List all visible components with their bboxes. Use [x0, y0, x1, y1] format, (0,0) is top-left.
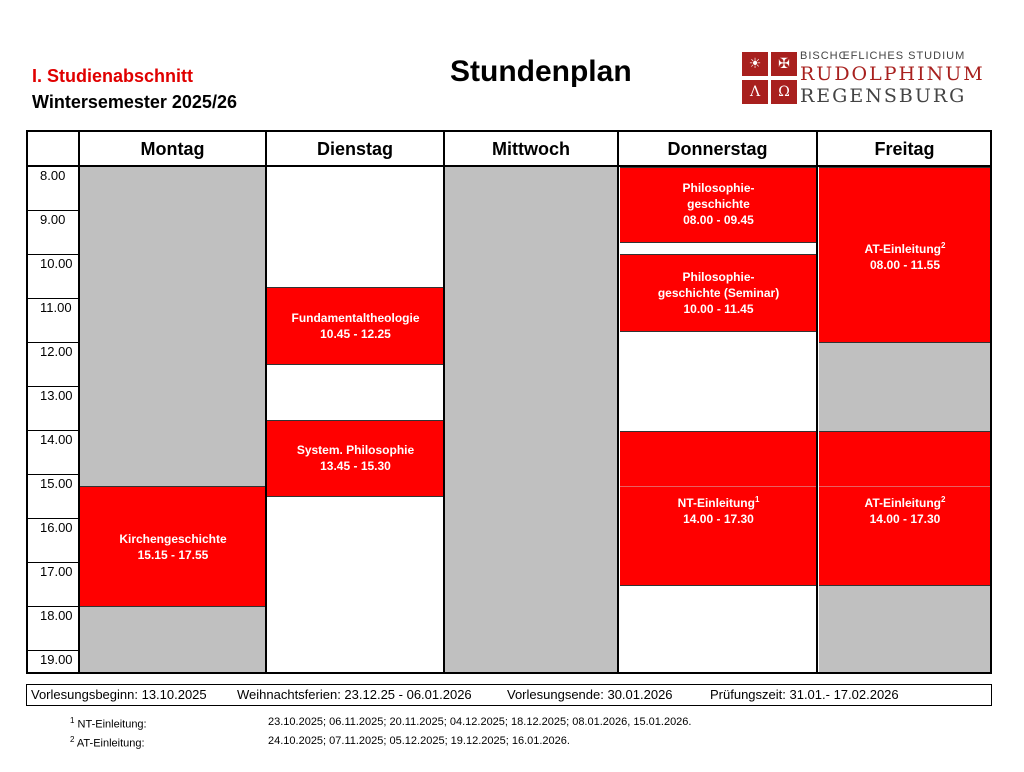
fish-icon: ✠ — [771, 52, 797, 76]
time-rule — [28, 518, 78, 519]
event-title: AT-Einleitung$^2$ — [864, 241, 946, 256]
institution-logo — [742, 50, 985, 110]
event-time: 10.45 - 12.25 — [320, 327, 391, 341]
semester-info-bar — [26, 684, 992, 706]
column-divider — [443, 130, 445, 674]
time-rule — [28, 254, 78, 255]
time-label: 9.00 — [40, 212, 66, 227]
time-rule — [28, 606, 78, 607]
time-label: 15.00 — [40, 476, 73, 491]
time-rule — [28, 650, 78, 651]
event-title: System. Philosophie — [296, 443, 415, 457]
time-label: 13.00 — [40, 388, 73, 403]
logo-line-2: RUDOLPHINUM — [800, 63, 985, 85]
column-divider — [265, 130, 267, 674]
time-label: 18.00 — [40, 608, 73, 623]
time-rule — [28, 386, 78, 387]
column-divider — [816, 130, 818, 674]
semester-label: Wintersemester 2025/26 — [32, 92, 237, 112]
event-title: Philosophie- — [682, 270, 755, 284]
event-title-2: geschichte (Seminar) — [657, 286, 780, 300]
event-time: 08.00 - 11.55 — [869, 258, 941, 272]
event-title: Philosophie- — [682, 181, 755, 195]
time-rule — [28, 562, 78, 563]
footnote-2-dates: 24.10.2025; 07.11.2025; 05.12.2025; 19.12.2025; 16.01.2026. — [268, 735, 570, 747]
footnote-1-label: $^1$ NT-Einleitung: — [70, 716, 147, 731]
column-divider — [617, 130, 619, 674]
day-header-donnerstag: Donnerstag — [667, 139, 768, 159]
time-label: 19.00 — [40, 652, 73, 667]
time-rule — [28, 342, 78, 343]
time-label: 16.00 — [40, 520, 73, 535]
time-rule — [28, 474, 78, 475]
event-time: 08.00 - 09.45 — [683, 213, 754, 227]
event-title: Fundamentaltheologie — [291, 311, 420, 325]
sun-icon: ☀ — [742, 52, 768, 76]
time-label: 14.00 — [40, 432, 73, 447]
time-rule — [28, 298, 78, 299]
footnote-2-label: $^2$ AT-Einleitung: — [70, 735, 145, 750]
event-time: 10.00 - 11.45 — [683, 302, 754, 316]
column-divider — [78, 130, 80, 674]
event-time: 14.00 - 17.30 — [869, 512, 941, 526]
event-time: 15.15 - 17.55 — [137, 548, 209, 562]
timetable-frame — [26, 130, 992, 674]
time-label: 10.00 — [40, 256, 73, 271]
event-title: NT-Einleitung$^1$ — [677, 495, 760, 510]
footnote-1-dates: 23.10.2025; 06.11.2025; 20.11.2025; 04.12.2025; 18.12.2025; 08.01.2026, 15.01.2026. — [268, 716, 692, 728]
event-time: 13.45 - 15.30 — [320, 459, 391, 473]
event-title: Kirchengeschichte — [119, 532, 227, 546]
day-header-freitag: Freitag — [874, 139, 935, 159]
event-title: AT-Einleitung$^2$ — [864, 495, 946, 510]
time-rule — [28, 210, 78, 211]
day-header-mittwoch: Mittwoch — [492, 139, 570, 159]
omega-icon: Ω — [771, 80, 797, 104]
time-label: 8.00 — [40, 168, 66, 183]
exam-period: Prüfungszeit: 31.01.- 17.02.2026 — [710, 687, 899, 702]
logo-line-3: REGENSBURG — [800, 85, 967, 107]
event-time: 14.00 - 17.30 — [683, 512, 754, 526]
time-label: 12.00 — [40, 344, 73, 359]
page-title: Stundenplan — [450, 55, 632, 88]
event-title-2: geschichte — [687, 197, 750, 211]
time-label: 17.00 — [40, 564, 73, 579]
section-label: I. Studienabschnitt — [32, 66, 194, 86]
lecture-end: Vorlesungsende: 30.01.2026 — [507, 687, 673, 702]
time-rule — [28, 430, 78, 431]
christmas-break: Weihnachtsferien: 23.12.25 - 06.01.2026 — [237, 687, 472, 702]
time-label: 11.00 — [40, 300, 72, 315]
day-header-dienstag: Dienstag — [316, 139, 394, 159]
day-header-montag: Montag — [140, 139, 205, 159]
lambda-icon: Λ — [742, 80, 768, 104]
logo-line-1: BISCHŒFLICHES STUDIUM — [800, 50, 966, 62]
lecture-start: Vorlesungsbeginn: 13.10.2025 — [31, 687, 207, 702]
